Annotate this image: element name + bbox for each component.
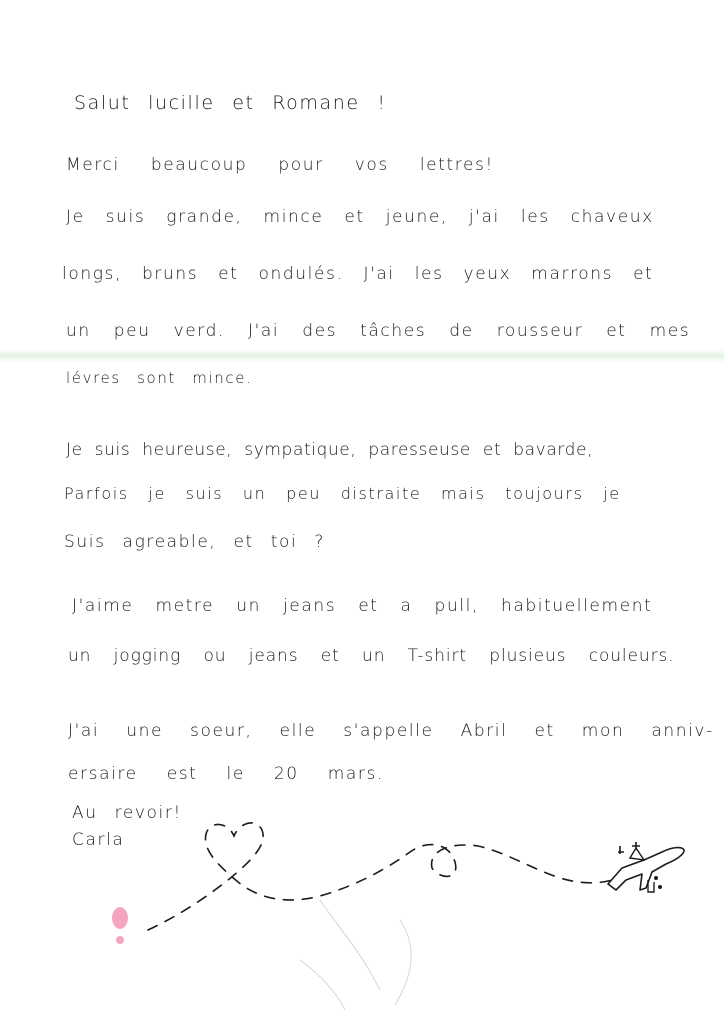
letter-line-6: Je suis heureuse, sympatique, paresseuse et bavarde, bbox=[66, 440, 594, 460]
pink-exclamation-icon bbox=[112, 907, 128, 944]
letter-line-3: longs, bruns et ondulés. J'ai les yeux marrons et bbox=[62, 264, 654, 284]
letter-closing: Au revoir! bbox=[72, 803, 182, 823]
letter-line-12: ersaire est le 20 mars. bbox=[68, 764, 384, 784]
letter-line-4: un peu verd. J'ai des tâches de rousseur et mes bbox=[66, 321, 691, 341]
letter-signature: Carla bbox=[72, 830, 125, 850]
letter-line-7: Parfois je suis un peu distraite mais toujours je bbox=[64, 484, 621, 503]
letter-line-1: Merci beaucoup pour vos lettres! bbox=[66, 155, 494, 175]
letter-line-11: J'ai une soeur, elle s'appelle Abril et mon anniv- bbox=[68, 721, 714, 741]
letter-line-10: un jogging ou jeans et un T-shirt plusieus couleurs. bbox=[68, 646, 675, 666]
letter-greeting: Salut lucille et Romane ! bbox=[74, 92, 387, 114]
letter-line-8: Suis agreable, et toi ? bbox=[64, 532, 325, 552]
letter-line-2: Je suis grande, mince et jeune, j'ai les chaveux bbox=[66, 207, 654, 227]
letter-line-5: lévres sont mince. bbox=[66, 369, 253, 387]
airplane-icon bbox=[608, 842, 684, 892]
flight-path-line bbox=[148, 823, 612, 930]
letter-line-9: J'aime metre un jeans et a pull, habituellement bbox=[72, 596, 653, 616]
faint-sketch bbox=[300, 900, 411, 1010]
